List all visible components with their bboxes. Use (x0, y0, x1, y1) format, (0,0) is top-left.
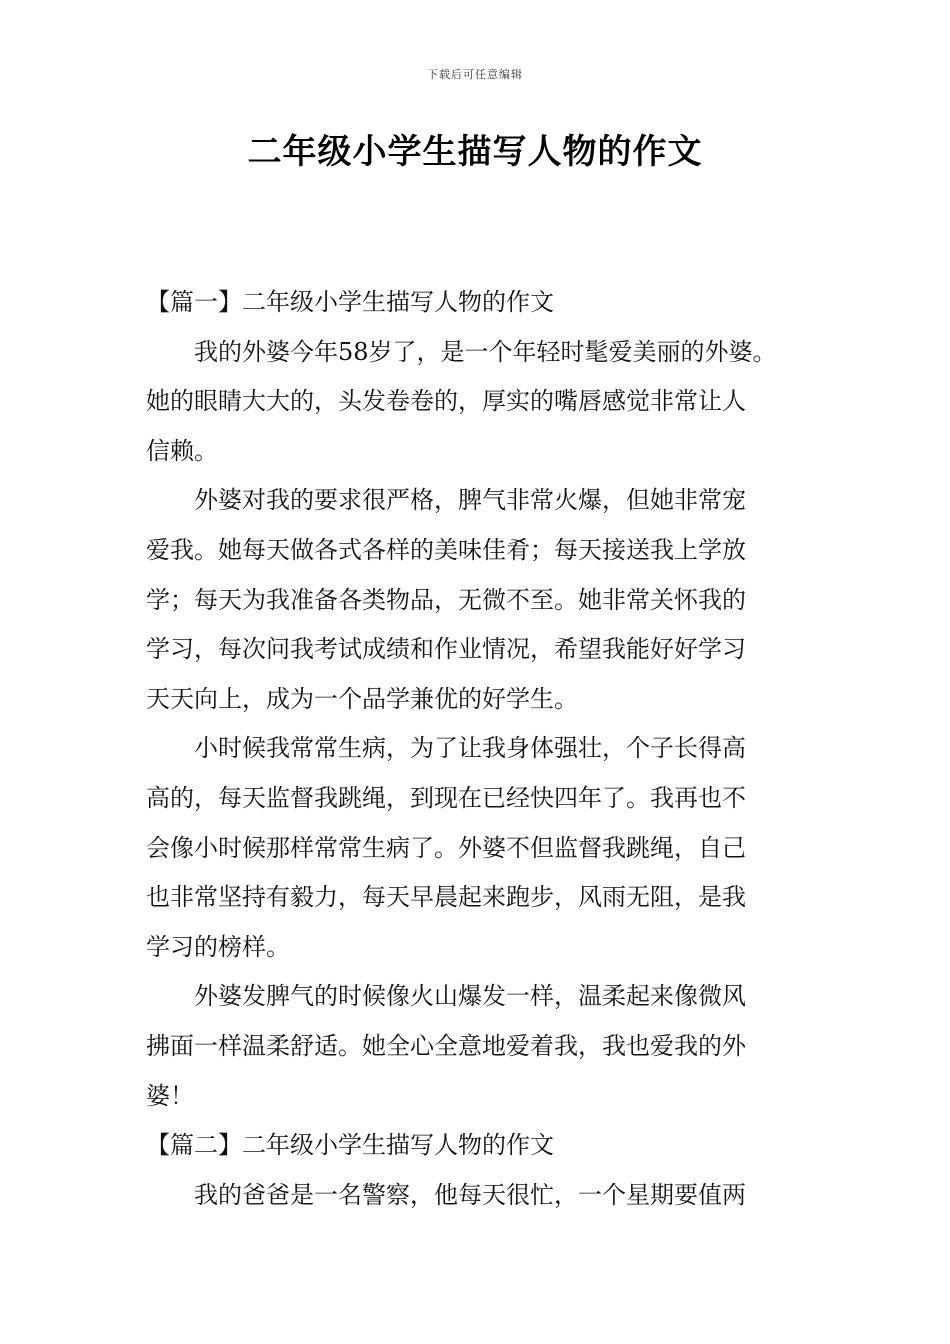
text-line: 学习的榜样。 (146, 932, 290, 961)
text-line: 我的爸爸是一名警察，他每天很忙，一个星期要值两 (194, 1180, 746, 1209)
paragraph-1-1 (146, 328, 826, 477)
paragraph-1-2 (146, 476, 826, 724)
text-line: 天天向上，成为一个品学兼优的好学生。 (146, 684, 578, 713)
document-body (146, 278, 826, 1220)
text-line: 高的，每天监督我跳绳，到现在已经快四年了。我再也不 (146, 783, 746, 812)
text-line: 学习，每次问我考试成绩和作业情况，希望我能好好学习 (146, 635, 746, 664)
text-line: 也非常坚持有毅力，每天早晨起来跑步，风雨无阻，是我 (146, 883, 746, 912)
paragraph-2-1 (146, 1171, 826, 1221)
text-line: 外婆对我的要求很严格，脾气非常火爆，但她非常宠 (194, 486, 746, 515)
text-line: 婆！ (146, 1081, 194, 1110)
text-line: 我的外婆今年58岁了，是一个年轻时髦爱美丽的外婆。 (194, 337, 777, 366)
text-line: 她的眼睛大大的，头发卷卷的，厚实的嘴唇感觉非常让人 (146, 387, 746, 416)
header-note: 下载后可任意编辑 (427, 68, 523, 81)
paragraph-1-3 (146, 724, 826, 972)
text-line: 信赖。 (146, 436, 218, 465)
text-line: 会像小时候那样常常生病了。外婆不但监督我跳绳，自己 (146, 833, 746, 862)
document-title: 二年级小学生描写人物的作文 (247, 132, 703, 172)
text-line: 拂面一样温柔舒适。她全心全意地爱着我，我也爱我的外 (146, 1031, 746, 1060)
paragraph-1-4 (146, 972, 826, 1121)
section-heading-2: 【篇二】二年级小学生描写人物的作文 (146, 1131, 554, 1160)
text-line: 外婆发脾气的时候像火山爆发一样，温柔起来像微风 (194, 982, 746, 1011)
text-line: 学；每天为我准备各类物品，无微不至。她非常关怀我的 (146, 585, 746, 614)
text-line: 爱我。她每天做各式各样的美味佳肴；每天接送我上学放 (146, 535, 746, 564)
section-heading-1: 【篇一】二年级小学生描写人物的作文 (146, 288, 554, 316)
text-line: 小时候我常常生病，为了让我身体强壮，个子长得高 (194, 734, 746, 763)
